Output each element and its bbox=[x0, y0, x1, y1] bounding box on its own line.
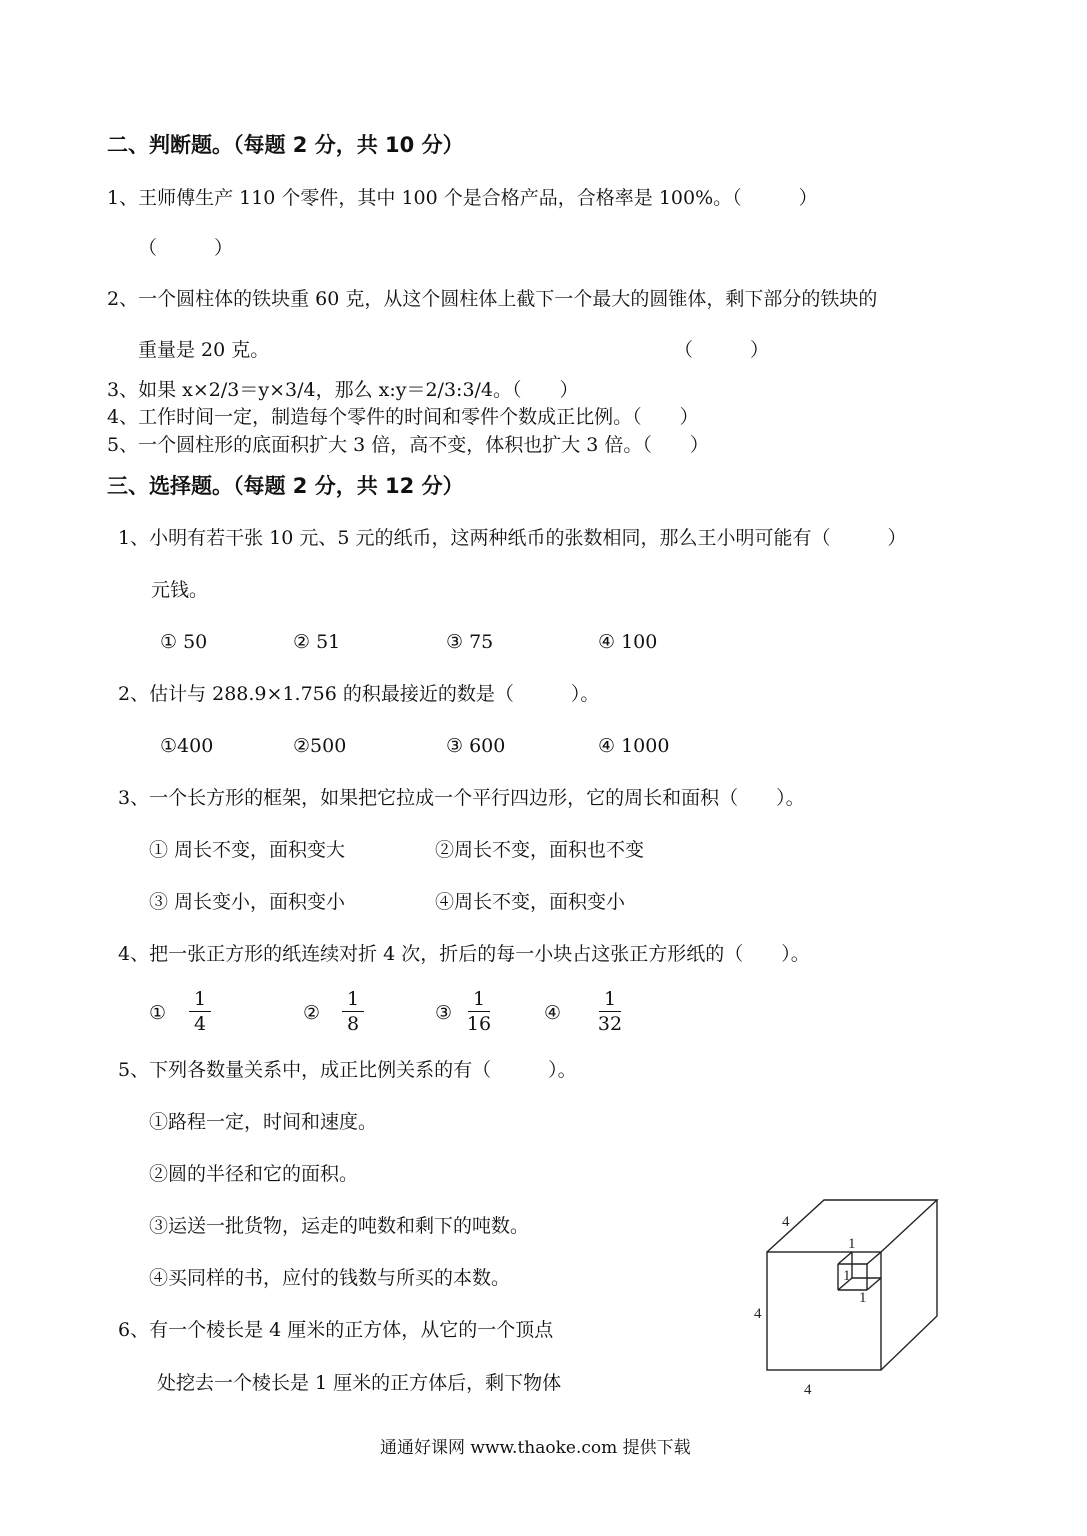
cube-label-top: 4 bbox=[782, 1214, 790, 1230]
judge-q2-paren: （ ） bbox=[674, 339, 770, 361]
fraction bbox=[462, 988, 496, 1035]
choice-q3: 3、一个长方形的框架，如果把它拉成一个平行四边形，它的周长和面积（ ）。 bbox=[118, 787, 805, 809]
judge-q3: 3、如果 x×2/3＝y×3/4，那么 x:y＝2/3:3/4。（ ） bbox=[107, 379, 579, 401]
judge-q1-extra-paren: （ ） bbox=[138, 237, 234, 259]
fraction-numerator: 1 bbox=[472, 988, 486, 1010]
section3-heading: 三、选择题。（每题 2 分，共 12 分） bbox=[107, 474, 464, 498]
choice-q2-option: ③ 600 bbox=[446, 735, 506, 757]
choice-q2-option: ①400 bbox=[160, 735, 214, 757]
section2-heading: 二、判断题。（每题 2 分，共 10 分） bbox=[107, 133, 464, 157]
choice-q5-item: ②圆的半径和它的面积。 bbox=[149, 1163, 359, 1185]
cube-label-small-bottom: 1 bbox=[859, 1290, 867, 1306]
judge-q4: 4、工作时间一定，制造每个零件的时间和零件个数成正比例。（ ） bbox=[107, 406, 699, 428]
cube-label-bottom: 4 bbox=[804, 1382, 812, 1398]
choice-q3-option: ③ 周长变小，面积变小 bbox=[149, 891, 346, 913]
choice-q4: 4、把一张正方形的纸连续对折 4 次，折后的每一小块占这张正方形纸的（ ）。 bbox=[118, 943, 810, 965]
judge-q1: 1、王师傅生产 110 个零件，其中 100 个是合格产品，合格率是 100%。（ ） bbox=[107, 187, 818, 209]
choice-q2: 2、估计与 288.9×1.756 的积最接近的数是（ ）。 bbox=[118, 683, 600, 705]
fraction-numerator: 1 bbox=[346, 988, 360, 1010]
choice-q6-line2: 处挖去一个棱长是 1 厘米的正方体后，剩下物体 bbox=[157, 1372, 562, 1394]
cube-label-left: 4 bbox=[754, 1306, 762, 1322]
cube-label-small-top: 1 bbox=[848, 1236, 856, 1252]
choice-q4-option-marker: ③ bbox=[435, 1002, 453, 1024]
choice-q4-option-marker: ④ bbox=[544, 1002, 562, 1024]
choice-q4-option-marker: ① bbox=[149, 1002, 167, 1024]
choice-q1-option: ④ 100 bbox=[598, 631, 658, 653]
judge-q5: 5、一个圆柱形的底面积扩大 3 倍，高不变，体积也扩大 3 倍。（ ） bbox=[107, 434, 709, 456]
choice-q5-item: ④买同样的书，应付的钱数与所买的本数。 bbox=[149, 1267, 511, 1289]
choice-q2-option: ④ 1000 bbox=[598, 735, 670, 757]
choice-q1-line1: 1、小明有若干张 10 元、5 元的纸币，这两种纸币的张数相同，那么王小明可能有（ ） bbox=[118, 527, 907, 549]
choice-q1-option: ③ 75 bbox=[446, 631, 494, 653]
judge-q2-line2: 重量是 20 克。 bbox=[138, 339, 270, 361]
choice-q5-item: ③运送一批货物，运走的吨数和剩下的吨数。 bbox=[149, 1215, 530, 1237]
fraction-denominator: 4 bbox=[193, 1013, 207, 1035]
fraction-denominator: 16 bbox=[466, 1013, 492, 1035]
choice-q5: 5、下列各数量关系中，成正比例关系的有（ ）。 bbox=[118, 1059, 577, 1081]
choice-q5-item: ①路程一定，时间和速度。 bbox=[149, 1111, 378, 1133]
footer-text: 通通好课网 www.thaoke.com 提供下载 bbox=[380, 1438, 691, 1458]
choice-q4-option-marker: ② bbox=[303, 1002, 321, 1024]
fraction-numerator: 1 bbox=[603, 988, 617, 1010]
choice-q3-option: ②周长不变，面积也不变 bbox=[435, 839, 645, 861]
fraction bbox=[593, 988, 627, 1035]
judge-q2-line1: 2、一个圆柱体的铁块重 60 克，从这个圆柱体上截下一个最大的圆锥体，剩下部分的铁块的 bbox=[107, 288, 878, 310]
cube-label-small-left: 1 bbox=[843, 1268, 851, 1284]
choice-q1-line2: 元钱。 bbox=[151, 579, 209, 601]
fraction bbox=[183, 988, 217, 1035]
choice-q6-line1: 6、有一个棱长是 4 厘米的正方体，从它的一个顶点 bbox=[118, 1319, 554, 1341]
choice-q3-option: ④周长不变，面积变小 bbox=[435, 891, 626, 913]
fraction-denominator: 32 bbox=[597, 1013, 623, 1035]
fraction bbox=[336, 988, 370, 1035]
choice-q3-option: ① 周长不变，面积变大 bbox=[149, 839, 346, 861]
fraction-numerator: 1 bbox=[193, 988, 207, 1010]
choice-q1-option: ② 51 bbox=[293, 631, 341, 653]
choice-q1-option: ① 50 bbox=[160, 631, 208, 653]
choice-q2-option: ②500 bbox=[293, 735, 347, 757]
cube-figure bbox=[740, 1190, 960, 1410]
fraction-denominator: 8 bbox=[346, 1013, 360, 1035]
